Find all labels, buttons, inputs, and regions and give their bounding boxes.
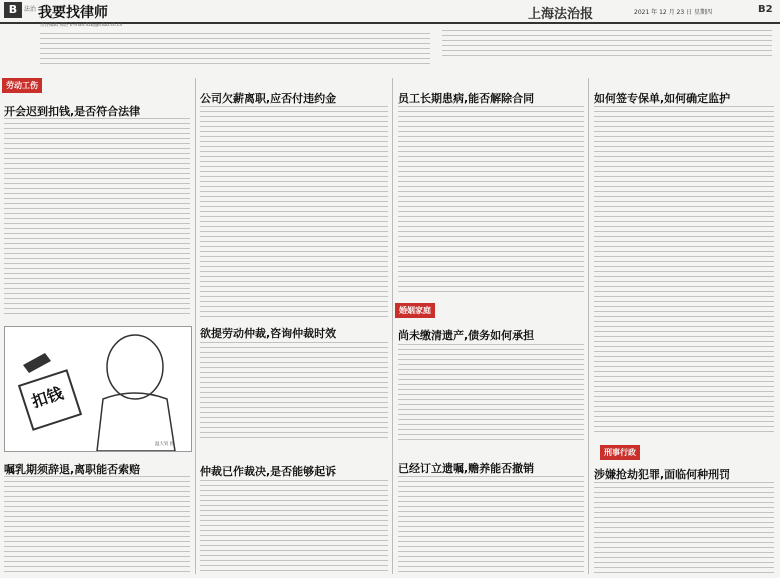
article-title-a5: 欲提劳动仲裁,咨询仲裁时效 [200,327,337,340]
logo-label: 法治 [24,6,37,13]
article-title-a8: 仲裁已作裁决,是否能够起诉 [200,465,337,478]
article-body-a8 [200,480,388,574]
article-body-a7 [4,476,190,574]
article-title-a4: 如何签专保单,如何确定监护 [594,92,731,105]
section-tag-family: 婚姻家庭 [395,303,435,318]
article-title-a6: 尚未缴清遗产,债务如何承担 [398,329,535,342]
article-title-a9: 已经订立遗嘱,赡养能否撤销 [398,462,535,475]
section-tag-labor: 劳动工伤 [2,78,42,93]
meta-line: 责任编辑 邢洁 E-mail:flzbj@sfbb.sh.cn [40,23,123,28]
intro-text-left [40,33,430,67]
section-tag-criminal: 刑事行政 [600,445,640,460]
article-title-a10: 涉嫌抢劫犯罪,面临何种刑罚 [594,468,731,481]
article-title-a2: 公司欠薪离职,应否付违约金 [200,92,337,105]
article-body-a5 [200,342,388,438]
intro-text-right [442,30,772,60]
article-title-a3: 员工长期患病,能否解除合同 [398,92,535,105]
article-body-a9 [398,476,584,574]
date-line: 2021 年 12 月 23 日 星期四 [634,9,712,16]
article-body-a6 [398,344,584,444]
edition-number: B2 [758,4,773,15]
article-body-a1 [4,118,190,318]
header-bar [0,0,780,24]
stamp-text: 扣钱 [29,383,66,412]
column-divider [588,78,589,574]
article-body-a10 [594,482,774,574]
article-body-a2 [200,106,388,321]
column-divider [392,78,393,574]
photo-credit: 温大钊 摄 [155,442,175,447]
logo: B [4,2,22,18]
article-title-a1: 开会迟到扣钱,是否符合法律 [4,105,141,118]
column-divider [195,78,196,574]
section-title: 我要找律师 [38,5,108,21]
article-body-a4 [594,106,774,436]
illustration [4,326,192,452]
masthead: 上海法治报 [528,7,594,22]
article-body-a3 [398,106,584,292]
article-title-a7: 嘱乳期须辞退,离职能否索赔 [4,463,141,476]
